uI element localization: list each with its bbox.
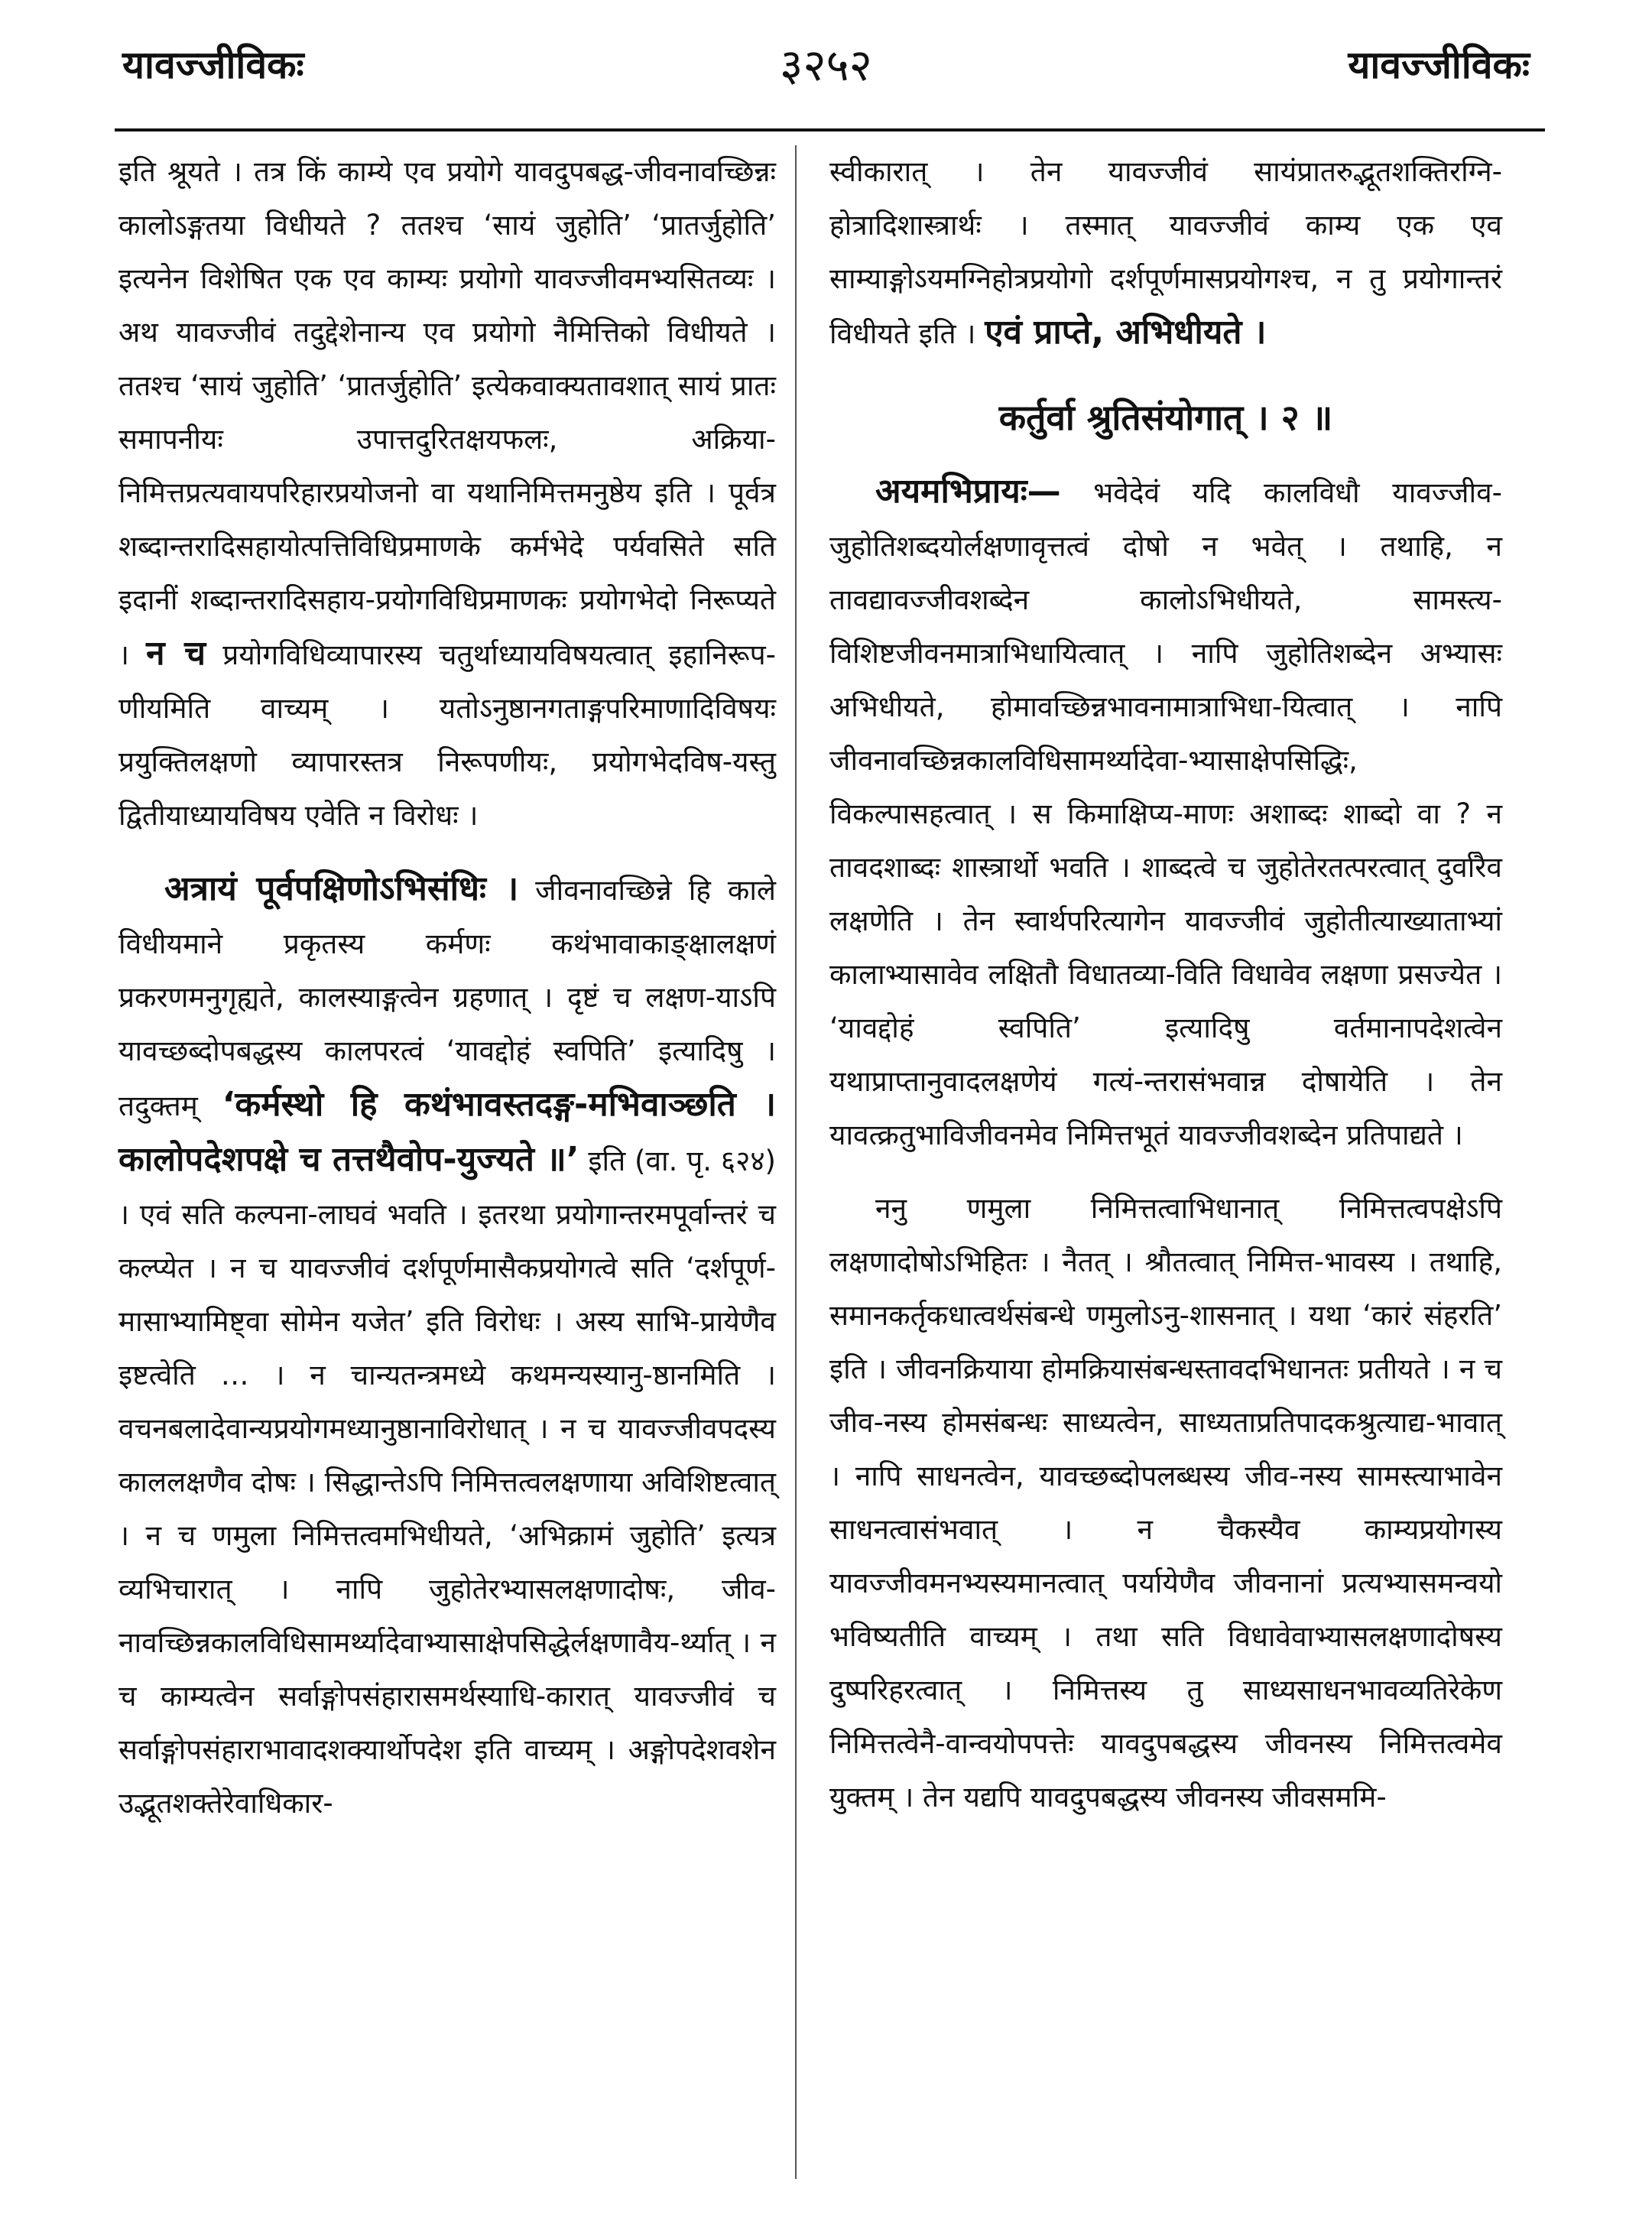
header-rule — [115, 128, 1545, 132]
left-p2-quote: ‘कर्मस्थो हि कथंभावस्तदङ्ग-मभिवाञ्छति । कालोपदेशपक्षे च तत्तथैवोप-युज्यते ॥’ — [118, 1085, 776, 1179]
left-p2-rest: इति (वा. पृ. ६२४) । एवं सति कल्पना-लाघवं भवति । इतरथा प्रयोगान्तरमपूर्वान्तरं च कल्प्येत । न च यावज्जीवं दर्शपूर्णमासैकप्रयोगत्वे सति ‘दर्शपूर्ण-मासाभ्यामिष्ट्वा सोमेन यजेत’ इति विरोधः । अस्य साभि-प्रायेणैव इष्टत्वेति … । न चान्यतन्त्रमध्ये कथमन्यस्यानु-ष्ठानमिति । वचनबलादेवान्यप्रयोगमध्यानुष्ठानाविरोधात् । न च यावज्जीवपदस्य काललक्षणैव दोषः । सिद्धान्तेऽपि निमित्तत्वलक्षणाया अविशिष्टत्वात् । न च णमुला निमित्तत्वमभिधीयते, ‘अभिक्रामं जुहोति’ इत्यत्र व्यभिचारात् । नापि जुहोतेरभ्यासलक्षणादोषः, जीव-नावच्छिन्नकालविधिसामर्थ्यादेवाभ्यासाक्षेपसिद्धेर्लक्षणावैय-र्थ्यात् । न च काम्यत्वेन सर्वाङ्गोपसंहारासमर्थस्याधि-कारात् यावज्जीवं च सर्वाङ्गोपसंहाराभावादशक्यार्थोपदेश इति वाच्यम् । अङ्गोपदेशवशेन उद्भूतशक्तेरेवाधिकार- — [118, 1145, 776, 1820]
right-p1-bold: एवं प्राप्ते, अभिधीयते । — [985, 313, 1267, 352]
header-right-title: यावज्जीविकः — [1348, 43, 1530, 87]
right-column — [829, 145, 1502, 1824]
left-p1-rest: प्रयोगविधिव्यापारस्य चतुर्थाध्यायविषयत्वात् इहानिरूप-णीयमिति वाच्यम् । यतोऽनुष्ठानगताङ्गपरिमाणादिविषयः प्रयुक्तिलक्षणो व्यापारस्तत्र निरूपणीयः, प्रयोगभेदविष-यस्तु द्वितीयाध्यायविषय एवेति न विरोधः । — [118, 638, 777, 832]
left-paragraph-2 — [118, 862, 776, 1830]
right-p2-text: भवेदेवं यदि कालविधौ यावज्जीव-जुहोतिशब्दयोर्लक्षणावृत्तत्वं दोषो न भवेत् । तथाहि, न तावद्यावज्जीवशब्देन कालोऽभिधीयते, सामस्त्य-विशिष्टजीवनमात्राभिधायित्वात् । नापि जुहोतिशब्देन अभ्यासः अभिधीयते, होमावच्छिन्नभावनामात्राभिधा-यित्वात् । नापि जीवनावच्छिन्नकालविधिसामर्थ्यादेवा-भ्यासाक्षेपसिद्धिः, विकल्पासहत्वात् । स किमाक्षिप्य-माणः अशाब्दः शाब्दो वा ? न तावदशाब्दः शास्त्रार्थो भवति । शाब्दत्वे च जुहोतेरतत्परत्वात् दुर्वारैव लक्षणेति । तेन स्वार्थपरित्यागेन यावज्जीवं जुहोतीत्याख्याताभ्यां कालाभ्यासावेव लक्षितौ विधातव्या-विति विधावेव लक्षणा प्रसज्येत । ‘यावद्दोहं स्वपिति’ इत्यादिषु वर्तमानापदेशत्वेन यथाप्राप्तानुवादलक्षणेयं गत्यं-न्तरासंभवान्न दोषायेति । तेन यावत्क्रतुभाविजीवनमेव निमित्तभूतं यावज्जीवशब्देन प्रतिपाद्यते । — [829, 476, 1502, 1151]
column-divider — [795, 145, 797, 2179]
left-p2-text: जीवनावच्छिन्ने हि काले विधीयमाने प्रकृतस्य कर्मणः कथंभावाकाङ्क्षालक्षणं प्रकरणमनुगृह्यते, कालस्याङ्गत्वेन ग्रहणात् । दृष्टं च लक्षण-याऽपि यावच्छब्दोपबद्धस्य कालपरत्वं ‘यावद्दोहं स्वपिति’ इत्यादिषु । तदुक्तम् — [118, 874, 776, 1122]
right-paragraph-1 — [829, 145, 1502, 361]
right-paragraph-3: ननु णमुला निमित्तत्वाभिधानात् निमित्तत्वपक्षेऽपि लक्षणादोषोऽभिहितः । नैतत् । श्रौतत्वात् निमित्त-भावस्य । तथाहि, समानकर्तृकधात्वर्थसंबन्धे णमुलोऽनु-शासनात् । यथा ‘कारं संहरति’ इति । जीवनक्रियाया होमक्रियासंबन्धस्तावदभिधानतः प्रतीयते । न च जीव-नस्य होमसंबन्धः साध्यत्वेन, साध्यताप्रतिपादकश्रुत्याद्य-भावात् । नापि साधनत्वेन, यावच्छब्दोपलब्धस्य जीव-नस्य सामस्त्याभावेन साधनत्वासंभवात् । न चैकस्यैव काम्यप्रयोगस्य यावज्जीवमनभ्यस्यमानत्वात् पर्यायेणैव जीवनानां प्रत्यभ्यासमन्वयो भविष्यतीति वाच्यम् । तथा सति विधावेवाभ्यासलक्षणादोषस्य दुष्परिहरत्वात् । निमित्तस्य तु साध्यसाधनभावव्यतिरेकेण निमित्तत्वेनै-वान्वयोपपत्तेः यावदुपबद्धस्य जीवनस्य निमित्तत्वमेव युक्तम् । तेन यद्यपि यावदुपबद्धस्य जीवनस्य जीवसममि- — [829, 1192, 1502, 1813]
sutra-heading: कर्तुर्वा श्रुतिसंयोगात् । २ ॥ — [998, 397, 1333, 438]
running-head — [122, 31, 1530, 115]
left-p1-text: इति श्रूयते । तत्र किं काम्ये एव प्रयोगे यावदुपबद्ध-जीवनावच्छिन्नः कालोऽङ्गतया विधीयते ? ततश्च ‘सायं जुहोति’ ‘प्रातर्जुहोति’ इत्यनेन विशेषित एक एव काम्यः प्रयोगो यावज्जीवमभ्यसितव्यः । अथ यावज्जीवं तदुद्देशेनान्य एव प्रयोगो नैमित्तिको विधीयते । ततश्च ‘सायं जुहोति’ ‘प्रातर्जुहोति’ इत्येकवाक्यतावशात् सायं प्रातः समापनीयः उपात्तदुरितक्षयफलः, अक्रिया-निमित्तप्रत्यवायपरिहारप्रयोजनो वा यथानिमित्तमनुष्ठेय इति । पूर्वत्र शब्दान्तरादिसहायोत्पत्तिविधिप्रमाणके कर्मभेदे पर्यवसिते सति इदानीं शब्दान्तरादिसहाय-प्रयोगविधिप्रमाणकः प्रयोगभेदो निरूप्यते । — [118, 155, 776, 671]
right-paragraph-2 — [829, 465, 1502, 1162]
left-p2-bold: अत्रायं पूर्वपक्षिणोऽभिसंधिः । — [164, 869, 519, 908]
header-left-title: यावज्जीविकः — [122, 43, 304, 87]
left-paragraph-1 — [118, 145, 776, 843]
left-p1-bold: न च — [146, 634, 206, 673]
left-column — [118, 145, 776, 1830]
page-number: ३२५२ — [780, 39, 872, 91]
right-p1-text: स्वीकारात् । तेन यावज्जीवं सायंप्रातरुद्भूतशक्तिरग्नि-होत्रादिशास्त्रार्थः । तस्मात् यावज्जीवं काम्य एक एव साम्याङ्गोऽयमग्निहोत्रप्रयोगो दर्शपूर्णमासप्रयोगश्च, न तु प्रयोगान्तरं विधीयते इति । — [829, 155, 1502, 350]
right-p2-bold: अयमभिप्रायः— — [875, 472, 1061, 511]
